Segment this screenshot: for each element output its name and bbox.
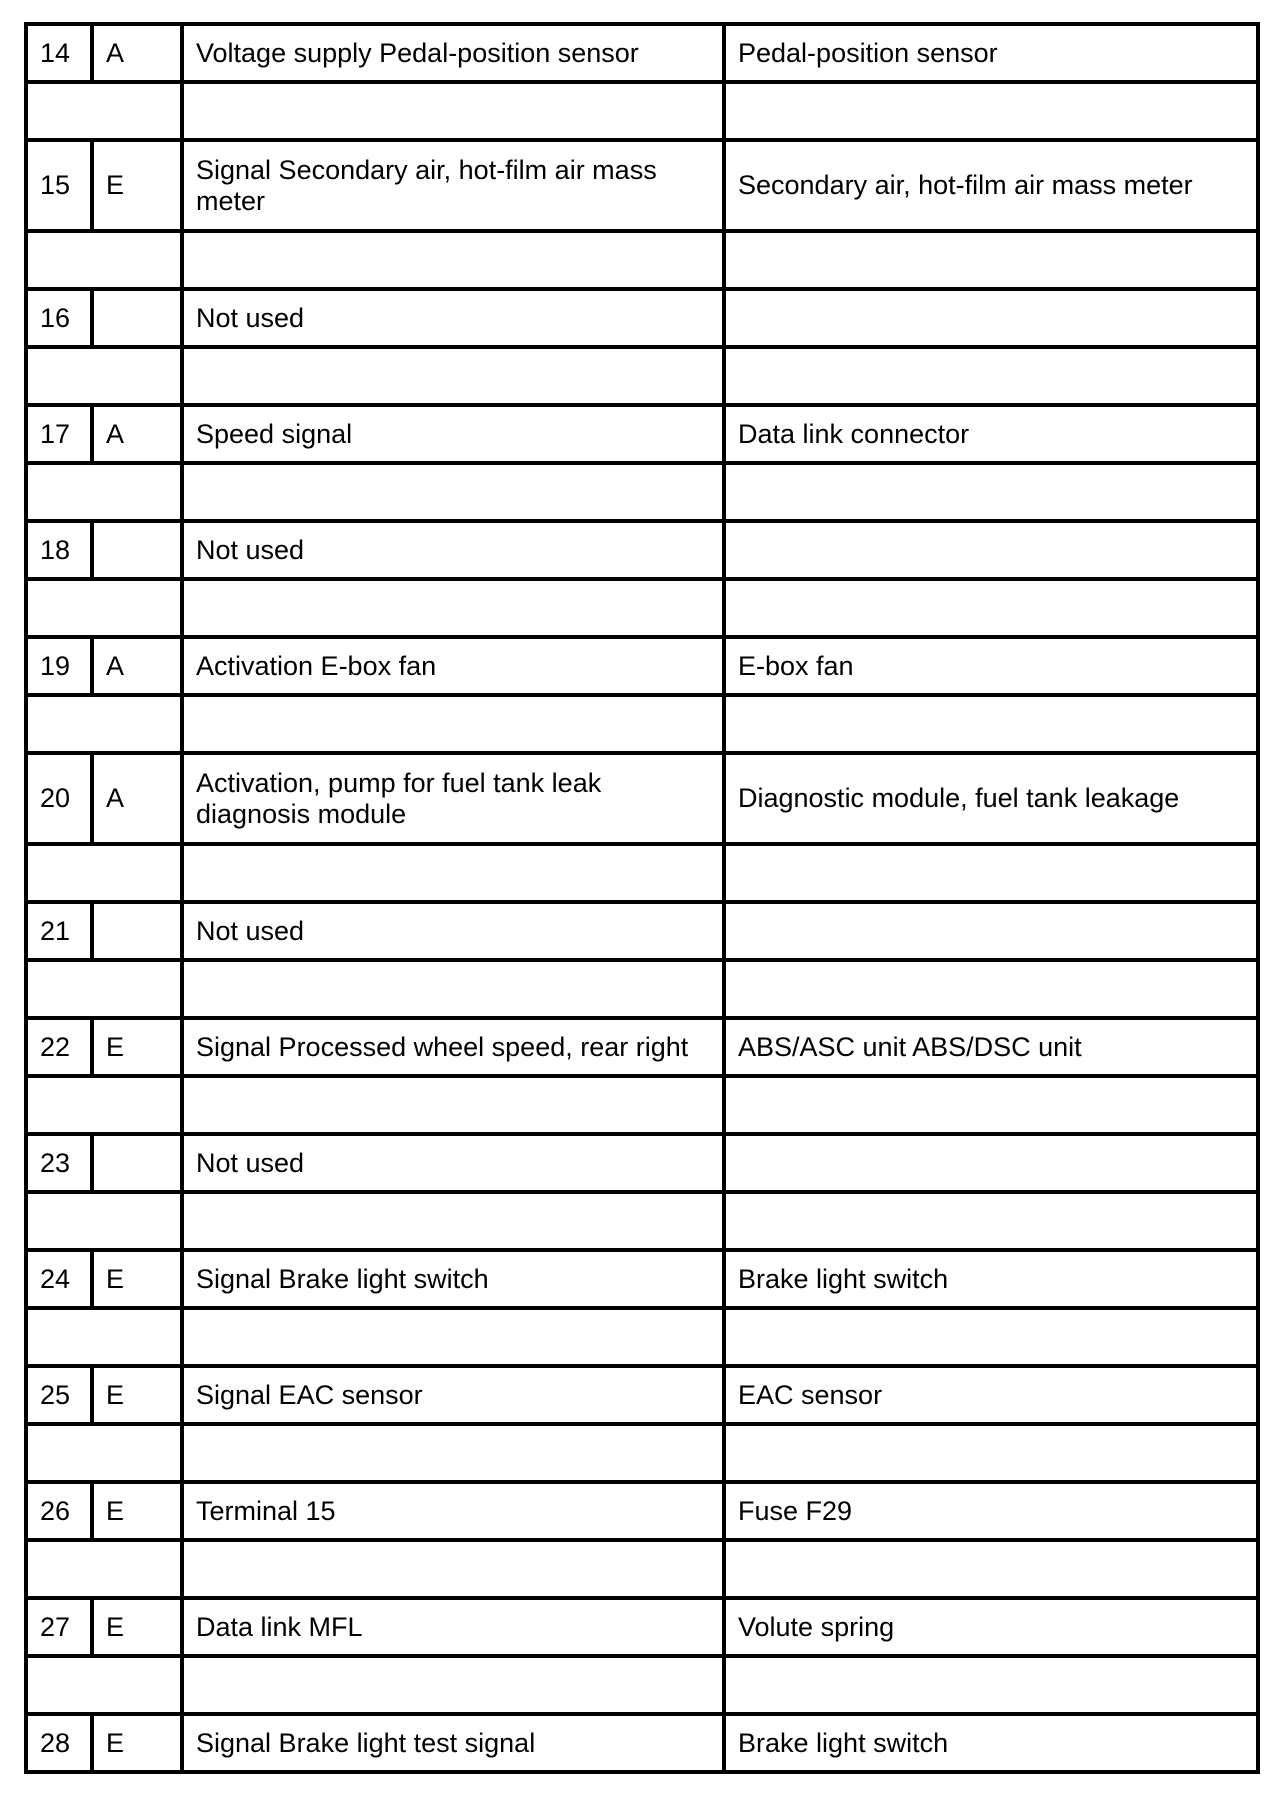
pin-component: E-box fan [724, 637, 1258, 695]
signal-type: E [92, 140, 182, 231]
pin-description: Not used [182, 289, 724, 347]
signal-type: E [92, 1250, 182, 1308]
pin-assignment-table [24, 22, 1260, 1774]
spacer-row [26, 1656, 1258, 1714]
table-row [26, 1018, 1258, 1076]
pin-component: Fuse F29 [724, 1482, 1258, 1540]
pin-number: 27 [26, 1598, 92, 1656]
signal-type [92, 289, 182, 347]
pin-component: Brake light switch [724, 1250, 1258, 1308]
pin-description: Data link MFL [182, 1598, 724, 1656]
pin-number: 24 [26, 1250, 92, 1308]
pin-component: Volute spring [724, 1598, 1258, 1656]
pin-component: Pedal-position sensor [724, 24, 1258, 82]
pin-component [724, 289, 1258, 347]
spacer-row [26, 695, 1258, 753]
signal-type: A [92, 753, 182, 844]
signal-type: E [92, 1598, 182, 1656]
pin-number: 19 [26, 637, 92, 695]
table-row [26, 521, 1258, 579]
pin-description: Voltage supply Pedal-position sensor [182, 24, 724, 82]
pin-description: Not used [182, 1134, 724, 1192]
spacer-row [26, 1192, 1258, 1250]
table-row [26, 1598, 1258, 1656]
signal-type: A [92, 405, 182, 463]
signal-type: E [92, 1018, 182, 1076]
pin-number: 16 [26, 289, 92, 347]
pin-component [724, 521, 1258, 579]
spacer-row [26, 579, 1258, 637]
table-row [26, 1134, 1258, 1192]
pin-number: 21 [26, 902, 92, 960]
spacer-row [26, 844, 1258, 902]
spacer-row [26, 1308, 1258, 1366]
pin-description: Activation, pump for fuel tank leak diagnosis module [182, 753, 724, 844]
pin-component [724, 902, 1258, 960]
pin-component: Diagnostic module, fuel tank leakage [724, 753, 1258, 844]
pin-component: Secondary air, hot-film air mass meter [724, 140, 1258, 231]
pin-description: Activation E-box fan [182, 637, 724, 695]
table-row [26, 405, 1258, 463]
pin-number: 26 [26, 1482, 92, 1540]
pin-description: Signal Brake light test signal [182, 1714, 724, 1772]
pin-description: Terminal 15 [182, 1482, 724, 1540]
signal-type: E [92, 1482, 182, 1540]
signal-type: A [92, 637, 182, 695]
spacer-row [26, 82, 1258, 140]
table-row [26, 140, 1258, 231]
pin-number: 22 [26, 1018, 92, 1076]
spacer-row [26, 231, 1258, 289]
table-row [26, 24, 1258, 82]
signal-type [92, 902, 182, 960]
spacer-row [26, 463, 1258, 521]
spacer-row [26, 1076, 1258, 1134]
pin-number: 23 [26, 1134, 92, 1192]
signal-type: E [92, 1714, 182, 1772]
table-row [26, 1366, 1258, 1424]
table-row [26, 1250, 1258, 1308]
pin-number: 15 [26, 140, 92, 231]
pin-number: 17 [26, 405, 92, 463]
signal-type [92, 1134, 182, 1192]
pin-description: Speed signal [182, 405, 724, 463]
spacer-row [26, 1424, 1258, 1482]
table-row [26, 753, 1258, 844]
pin-number: 20 [26, 753, 92, 844]
pin-description: Not used [182, 902, 724, 960]
table-row [26, 637, 1258, 695]
table-row [26, 289, 1258, 347]
pin-component: Data link connector [724, 405, 1258, 463]
spacer-row [26, 960, 1258, 1018]
pin-component: Brake light switch [724, 1714, 1258, 1772]
pin-component [724, 1134, 1258, 1192]
table-row [26, 1482, 1258, 1540]
pin-number: 28 [26, 1714, 92, 1772]
signal-type [92, 521, 182, 579]
signal-type: A [92, 24, 182, 82]
pin-description: Signal Brake light switch [182, 1250, 724, 1308]
pin-number: 18 [26, 521, 92, 579]
pin-component: EAC sensor [724, 1366, 1258, 1424]
pin-description: Not used [182, 521, 724, 579]
pin-description: Signal Processed wheel speed, rear right [182, 1018, 724, 1076]
spacer-row [26, 1540, 1258, 1598]
table-row [26, 1714, 1258, 1772]
pin-number: 25 [26, 1366, 92, 1424]
pin-description: Signal Secondary air, hot-film air mass meter [182, 140, 724, 231]
spacer-row [26, 347, 1258, 405]
pin-description: Signal EAC sensor [182, 1366, 724, 1424]
pin-component: ABS/ASC unit ABS/DSC unit [724, 1018, 1258, 1076]
signal-type: E [92, 1366, 182, 1424]
pin-number: 14 [26, 24, 92, 82]
table-row [26, 902, 1258, 960]
